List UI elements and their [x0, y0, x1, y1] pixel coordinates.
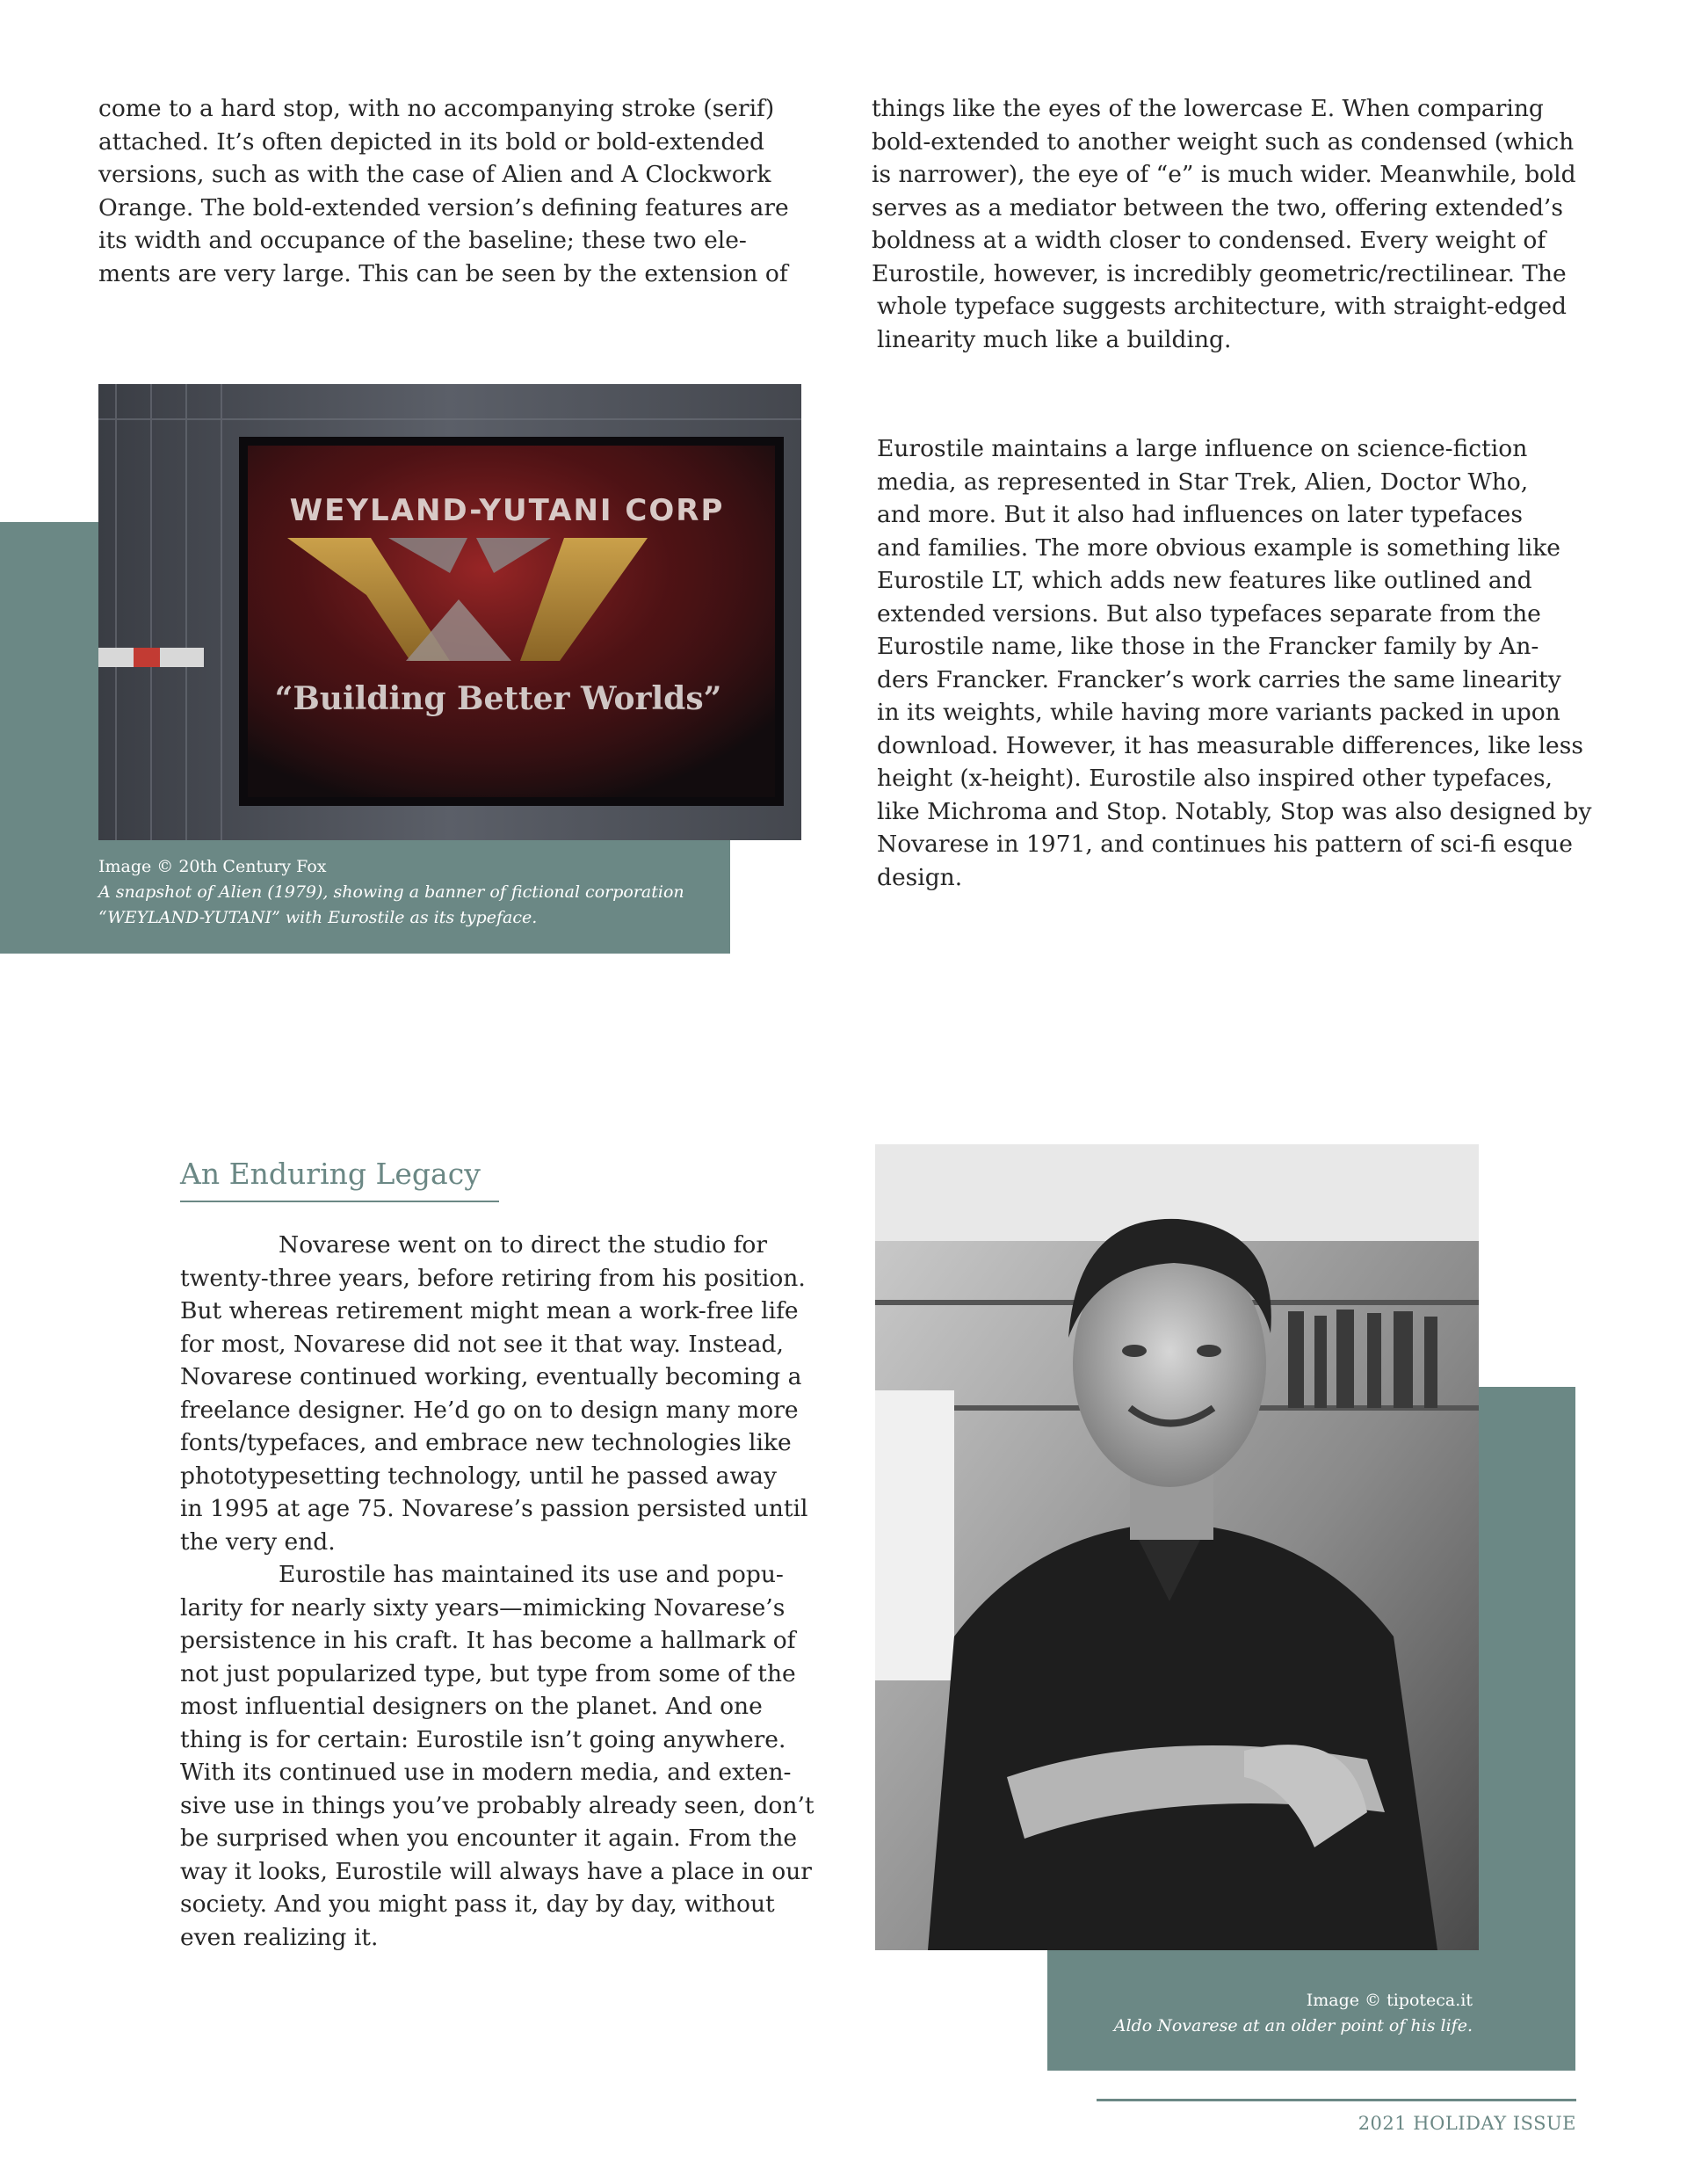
legacy-body — [180, 1229, 815, 1954]
text-line: boldness at a width closer to condensed. Every weight of — [872, 227, 1546, 254]
top-left-column — [98, 92, 789, 290]
text-line: ments are very large. This can be seen by the extension of — [98, 259, 788, 287]
footer-divider — [1097, 2099, 1576, 2101]
portrait-illustration — [875, 1144, 1479, 1950]
text-line: thing is for certain: Eurostile isn’t going anywhere. — [180, 1725, 786, 1753]
text-line: design. — [877, 863, 963, 891]
text-line: Eurostile maintains a large influence on science-fiction — [877, 435, 1528, 462]
text-line: fonts/typefaces, and embrace new technologies like — [180, 1429, 792, 1456]
text-line: society. And you might pass it, day by day, without — [180, 1890, 775, 1918]
text-line: like Michroma and Stop. Notably, Stop was also designed by — [877, 797, 1592, 825]
text-line: be surprised when you encounter it again. From the — [180, 1825, 798, 1852]
text-line: in 1995 at age 75. Novarese’s passion persisted until — [180, 1495, 808, 1522]
sign-title: WEYLAND-YUTANI CORP — [289, 493, 725, 528]
text-line: serves as a mediator between the two, offering extended’s — [872, 193, 1563, 221]
text-line: Eurostile, however, is incredibly geometric/rectilinear. The — [872, 259, 1567, 287]
text-line: But whereas retirement might mean a work-free life — [180, 1297, 799, 1324]
text-line: and more. But it also had influences on later typefaces — [877, 501, 1523, 528]
text-line: most influential designers on the planet. And one — [180, 1693, 763, 1720]
text-line: things like the eyes of the lowercase E. When comparing — [872, 95, 1544, 122]
sign-slogan: “Building Better Worlds” — [274, 680, 722, 717]
text-line: the very end. — [180, 1527, 336, 1556]
heading-underline — [180, 1201, 499, 1202]
text-line: way it looks, Eurostile will always have a place in our — [180, 1857, 812, 1885]
text-line: extended versions. But also typefaces separate from the — [877, 599, 1541, 628]
text-line: With its continued use in modern media, and exten- — [180, 1759, 792, 1786]
alien-sign-photo — [98, 384, 801, 840]
text-line: whole typeface suggests architecture, with straight-edged — [877, 293, 1567, 320]
influence-column — [877, 432, 1591, 894]
text-line: download. However, it has measurable differences, like less — [877, 731, 1583, 759]
text-line: in its weights, while having more variants packed in upon — [877, 699, 1560, 726]
issue-label: 2021 HOLIDAY ISSUE — [1358, 2113, 1576, 2134]
text-line: Novarese in 1971, and continues his pattern of sci-fi esque — [877, 831, 1573, 858]
text-line: media, as represented in Star Trek, Alien, Doctor Who, — [877, 468, 1529, 496]
text-line: phototypesetting technology, until he passed away — [180, 1462, 777, 1490]
text-line: persistence in his craft. It has become a hallmark of — [180, 1627, 796, 1654]
text-line: larity for nearly sixty years—mimicking Novarese’s — [180, 1593, 786, 1622]
text-line: twenty-three years, before retiring from his position. — [180, 1264, 806, 1292]
alien-sign-illustration — [98, 384, 801, 840]
text-line: for most, Novarese did not see it that way. Instead, — [180, 1330, 784, 1358]
text-line: is narrower), the eye of “e” is much wider. Meanwhile, bold — [872, 161, 1576, 188]
caption-line: Aldo Novarese at an older point of his life. — [1113, 2016, 1473, 2035]
text-line: linearity much like a building. — [877, 325, 1232, 353]
text-line: height (x-height). Eurostile also inspired other typefaces, — [877, 765, 1553, 792]
text-line: its width and occupance of the baseline; these two ele- — [98, 227, 747, 254]
text-line: not just popularized type, but type from some of the — [180, 1659, 796, 1687]
text-line: Eurostile LT, which adds new features like outlined and — [877, 567, 1532, 594]
caption-line: A snapshot of Alien (1979), showing a banner of fictional corporation — [98, 882, 684, 902]
text-line: Eurostile has maintained its use and popu- — [279, 1561, 784, 1588]
text-line: Orange. The bold-extended version’s defining features are — [98, 193, 789, 221]
image-credit: Image © 20th Century Fox — [98, 857, 327, 876]
image-credit: Image © tipoteca.it — [1306, 1991, 1473, 2010]
novarese-portrait-photo — [875, 1144, 1479, 1950]
top-right-column — [872, 92, 1576, 356]
caption-line: “WEYLAND-YUTANI” with Eurostile as its typeface. — [98, 908, 538, 927]
text-line: attached. It’s often depicted in its bold or bold-extended — [98, 127, 764, 156]
text-line: versions, such as with the case of Alien and A Clockwork — [98, 161, 771, 188]
text-line: freelance designer. He’d go on to design many more — [180, 1396, 799, 1424]
text-line: Novarese continued working, eventually becoming a — [180, 1363, 802, 1390]
text-line: Eurostile name, like those in the Francker family by An- — [877, 633, 1539, 660]
text-line: come to a hard stop, with no accompanying stroke (serif) — [98, 95, 775, 122]
text-line: even realizing it. — [180, 1923, 379, 1951]
text-line: bold-extended to another weight such as condensed (which — [872, 127, 1575, 156]
section-heading: An Enduring Legacy — [180, 1157, 481, 1191]
portrait-caption — [1114, 1988, 1473, 2039]
text-line: sive use in things you’ve probably already seen, don’t — [180, 1791, 815, 1819]
alien-caption — [98, 854, 684, 931]
text-line: Novarese went on to direct the studio for — [279, 1231, 768, 1259]
text-line: ders Francker. Francker’s work carries the same linearity — [877, 665, 1561, 693]
text-line: and families. The more obvious example is something like — [877, 533, 1560, 562]
